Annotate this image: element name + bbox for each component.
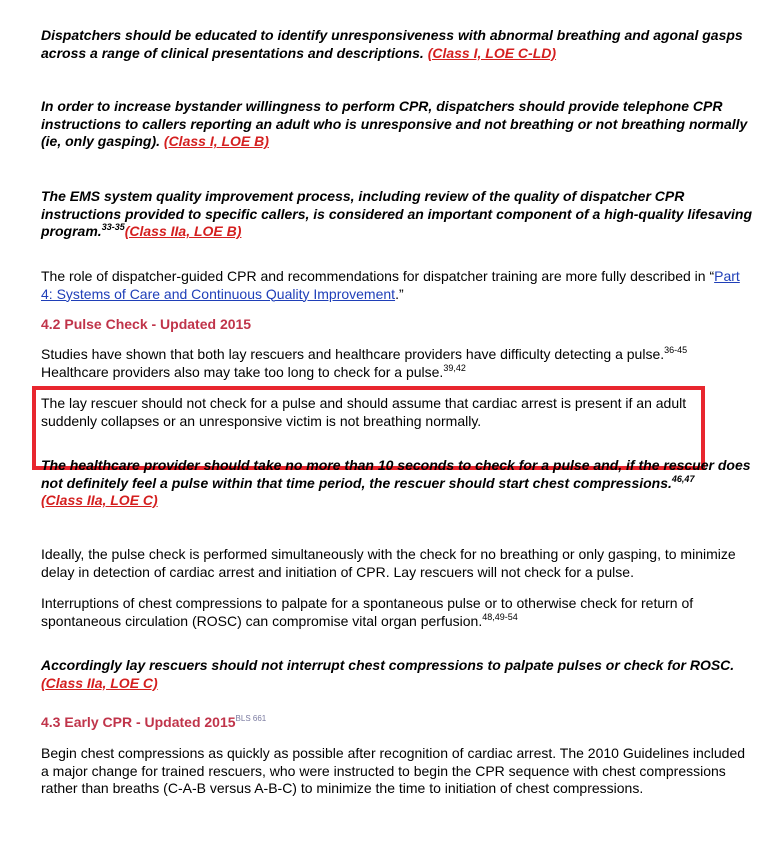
body-paragraph — [41, 268, 753, 303]
paragraph-text: Studies have shown that both lay rescuers and healthcare providers have difficulty detecting a pulse. — [41, 346, 665, 362]
paragraph-text: The EMS system quality improvement process, including review of the quality of dispatcher CPR instructions provided to specific callers, is considered an important component of a high-quality lifesaving program. — [41, 188, 753, 239]
paragraph-text: Begin chest compressions as quickly as possible after recognition of cardiac arrest. The 2010 Guidelines included a major change for trained rescuers, who were instructed to begin the CPR sequence with chest compressions rather than breaths (C-A-B versus A-B-C) to minimize the time to initiation of chest compressions. — [41, 745, 746, 796]
body-paragraph — [41, 745, 746, 798]
recommendation-paragraph — [41, 457, 761, 510]
paragraph-text: Healthcare providers also may take too long to check for a pulse. — [41, 363, 444, 380]
body-paragraph — [41, 546, 766, 581]
class-loe-link[interactable]: (Class IIa, LOE C) — [41, 492, 158, 508]
highlighted-paragraph — [41, 395, 691, 430]
section-heading: 4.2 Pulse Check - Updated 2015 — [41, 316, 252, 332]
recommendation-paragraph — [41, 657, 766, 692]
paragraph-text: Interruptions of chest compressions to palpate for a spontaneous pulse or to otherwise check for return of spontaneous circulation (ROSC) can compromise vital organ perfusion. — [41, 595, 694, 629]
class-loe-link[interactable]: (Class I, LOE C-LD) — [427, 44, 557, 61]
part4-link[interactable]: Part 4: Systems of Care and Continuous Quality Improvement — [41, 268, 740, 302]
class-loe-link[interactable]: (Class IIa, LOE C) — [41, 674, 158, 691]
section-heading — [41, 714, 266, 730]
reference-superscript: 36-45 — [664, 345, 688, 355]
recommendation-paragraph — [41, 188, 753, 241]
class-loe-link[interactable]: (Class I, LOE B) — [163, 133, 269, 149]
body-paragraph — [41, 595, 753, 630]
reference-superscript: 39,42 — [443, 362, 466, 373]
reference-superscript: 46,47 — [671, 473, 695, 484]
class-loe-link[interactable]: (Class IIa, LOE B) — [124, 223, 242, 239]
recommendation-paragraph — [41, 98, 753, 151]
paragraph-text: Accordingly lay rescuers should not interrupt chest compressions to palpate pulses or check for ROSC. — [41, 657, 735, 673]
paragraph-text: Ideally, the pulse check is performed simultaneously with the check for no breathing or only gasping, to minimize delay in detection of cardiac arrest and initiation of CPR. Lay rescuers will not check for a pulse. — [41, 546, 736, 580]
paragraph-text: The healthcare provider should take no more than 10 seconds to check for a pulse and, if the rescuer does not definitely feel a pulse within that time period, the rescuer should start chest compressions. — [41, 457, 751, 491]
paragraph-text: The lay rescuer should not check for a pulse and should assume that cardiac arrest is present if an adult suddenly collapses or an unresponsive victim is not breathing normally. — [41, 395, 687, 429]
reference-superscript: 33-35 — [101, 222, 125, 232]
section-title: 4.3 Early CPR - Updated 2015 — [41, 714, 236, 730]
reference-superscript: 48,49-54 — [482, 611, 518, 622]
recommendation-paragraph — [41, 27, 753, 62]
paragraph-text: Dispatchers should be educated to identify unresponsiveness with abnormal breathing and agonal gasps across a range of clinical presentations and descriptions. — [41, 27, 743, 61]
paragraph-text: The role of dispatcher-guided CPR and recommendations for dispatcher training are more fully described in “ — [41, 268, 715, 284]
bls-page-tag: BLS 661 — [235, 714, 267, 723]
paragraph-text: .” — [395, 285, 404, 302]
paragraph-text: In order to increase bystander willingness to perform CPR, dispatchers should provide telephone CPR instructions to callers reporting an adult who is unresponsive and not breathing or not breathing normally (ie, only gasping). — [41, 98, 748, 149]
body-paragraph — [41, 346, 753, 381]
